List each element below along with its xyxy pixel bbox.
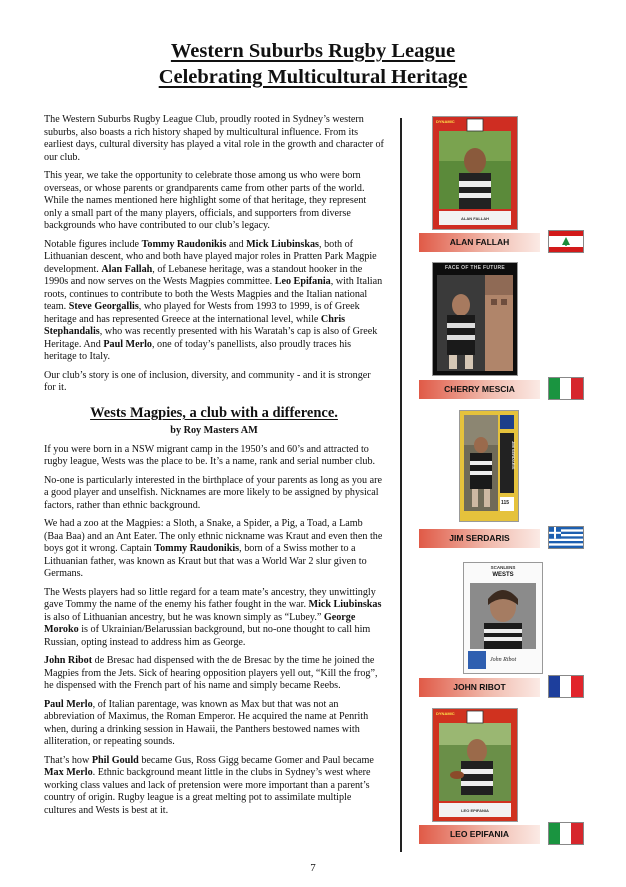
title-line-1: Western Suburbs Rugby League (170, 40, 456, 62)
article-paragraph: If you were born in a NSW migrant camp in the 1950’s and 60’s and attracted to rugby league, Wests was the place to be. It’s a name, rank and serial number club. (44, 443, 376, 467)
trading-card-image (433, 117, 517, 229)
article-paragraph: We had a zoo at the Magpies: a Sloth, a Snake, a Spider, a Pig, a Toad, a Lamb (Baa Baa) and an Ant Eater. The only ethnic nickname was Kraut and even then the boys got it wrong. Captain Tommy Raudonikis, born of a Swiss mother to a Lithuanian father, was known as Kraut but that was a World War 2 slur given to Germans. (44, 518, 383, 579)
article-paragraph: No-one is particularly interested in the birthplace of your parents as long as you are a good player and unselfish. Nicknames are more likely to be assigned by physical factors, rather than ethnic background. (44, 474, 382, 511)
column-divider (400, 118, 402, 852)
card-caption: LEO EPIFANIA (461, 808, 489, 813)
player-card-1 (432, 116, 518, 230)
card-brand: FACE OF THE FUTURE (444, 265, 506, 271)
page-title (0, 38, 626, 90)
intro-section (44, 114, 384, 395)
card-brand: DYNAMIC (436, 711, 455, 716)
card-caption: John Ribot (490, 657, 517, 663)
title-line-2: Celebrating Multicultural Heritage (158, 66, 468, 88)
greece-flag-icon (548, 526, 584, 549)
bold-name: Alan Fallah (101, 263, 153, 275)
player-name-label: LEO EPIFANIA (419, 825, 540, 844)
trading-card-image (433, 709, 517, 821)
bold-name: Mick Liubinskas (308, 599, 382, 610)
italy-flag-icon (548, 377, 584, 400)
bold-name: Max Merlo (44, 767, 93, 778)
player-card-5 (432, 708, 518, 822)
bold-name: George Moroko (44, 611, 356, 635)
bold-name: Steve Georgallis (68, 301, 139, 312)
player-card-3 (459, 410, 519, 522)
bold-name: Paul Merlo (103, 338, 152, 350)
card-team: WESTS (492, 572, 514, 578)
article-paragraph: Paul Merlo, of Italian parentage, was known as Max but that was not an abbreviation of Maximus, the Roman Emperor. He acquired the name at Penrith when, during a drinking session in Hawaii, the Panthers bestowed names with alliteration, or repeating sounds. (44, 698, 369, 747)
trading-card-image (433, 263, 517, 375)
card-brand: DYNAMIC (436, 119, 455, 124)
intro-paragraph: Our club’s story is one of inclusion, diversity, and community - and it is stronger for it. (44, 369, 371, 393)
player-name-label: JOHN RIBOT (419, 678, 540, 697)
intro-paragraph: Notable figures include Tommy Raudonikis and Mick Liubinskas, both of Lithuanian descent, who and both have played major roles in Pratten Park Magpie development. Alan Fallah, of Lebanese heritage, was a standout hooker in the 1990s and now serves on the Wests Magpies committee. Leo Epifania, with Italian roots, continues to contribute to both the Wests Magpies and the Italian national team. Steve Georgallis, who played for Wests from 1993 to 1999, is of Greek heritage and has represented Greece at the international level, while Chris Stephandalis, who was recently presented with his Waratah’s cap is also of Greek Heritage. And Paul Merlo, one of today’s panellists, also proudly traces his heritage to Italy. (44, 238, 383, 362)
bold-name: Mick Liubinskas (246, 238, 319, 250)
article-body (44, 444, 384, 818)
bold-name: Phil Gould (91, 754, 139, 766)
bold-name: John Ribot (44, 655, 93, 666)
player-name-label: ALAN FALLAH (419, 233, 540, 252)
lebanon-flag-icon (548, 230, 584, 253)
article-paragraph: That’s how Phil Gould became Gus, Ross Gigg became Gomer and Paul became Max Merlo. Ethnic background meant little in the clubs in Sydney’s west where working class values and lack of pretension were more important than a parent’s country of origin. Rugby league is a great melting pot to assimilate multiple cultures and Wests is best at it. (44, 754, 374, 816)
bold-name: Tommy Raudonikis (154, 543, 240, 554)
card-brand: SCANLENS (490, 565, 516, 570)
card-caption: JIM SERDARIS (511, 441, 516, 470)
article-paragraph: The Wests players had so little regard for a team mate’s ancestry, they unwittingly gave Tommy the name of the enemy his father fought in the war. Mick Liubinskas is also of Lithuanian ancestry, but he was known simply as “Lubey.” George Moroko is of Ukrainian/Belarussian background, but no-one thought to call him Russian, opting instead to address him as George. (44, 586, 382, 648)
intro-paragraph: This year, we take the opportunity to celebrate those among us who were born overseas, or whose parents or grandparents came from other parts of the world. While the names mentioned here highlight some of that heritage, they represent only a small part of the many players, officials, and supporters from diverse backgrounds who have contributed to our club’s legacy. (44, 170, 367, 231)
bold-name: Tommy Raudonikis (141, 238, 227, 250)
page-number: 7 (310, 862, 316, 874)
player-name-label: CHERRY MESCIA (419, 380, 540, 399)
article-byline: by Roy Masters AM (170, 425, 258, 436)
bold-name: Chris Stephandalis (44, 313, 346, 337)
bold-name: Leo Epifania (274, 276, 331, 287)
intro-paragraph: The Western Suburbs Rugby League Club, proudly rooted in Sydney’s western suburbs, also boasts a rich history shaped by multicultural influence. From its earliest days, cultural diversity has played a vital role in the growth and character of our club. (44, 114, 384, 163)
player-card-2 (432, 262, 518, 376)
article-paragraph: John Ribot de Bresac had dispensed with the de Bresac by the time he joined the Magpies from the Jets. Sick of hearing opposition players yell out, “Kill the frog”, he dispensed with the French part of his name and simply became Reebs. (44, 655, 378, 691)
italy-flag-icon (548, 822, 584, 845)
card-number: 115 (501, 500, 510, 506)
card-caption: ALAN FALLAH (461, 216, 489, 221)
player-card-4 (463, 562, 543, 674)
main-text-column (44, 114, 384, 823)
bold-name: Paul Merlo (44, 698, 93, 710)
article-heading: Wests Magpies, a club with a difference. (90, 404, 338, 421)
france-flag-icon (548, 675, 584, 698)
player-name-label: JIM SERDARIS (419, 529, 540, 548)
